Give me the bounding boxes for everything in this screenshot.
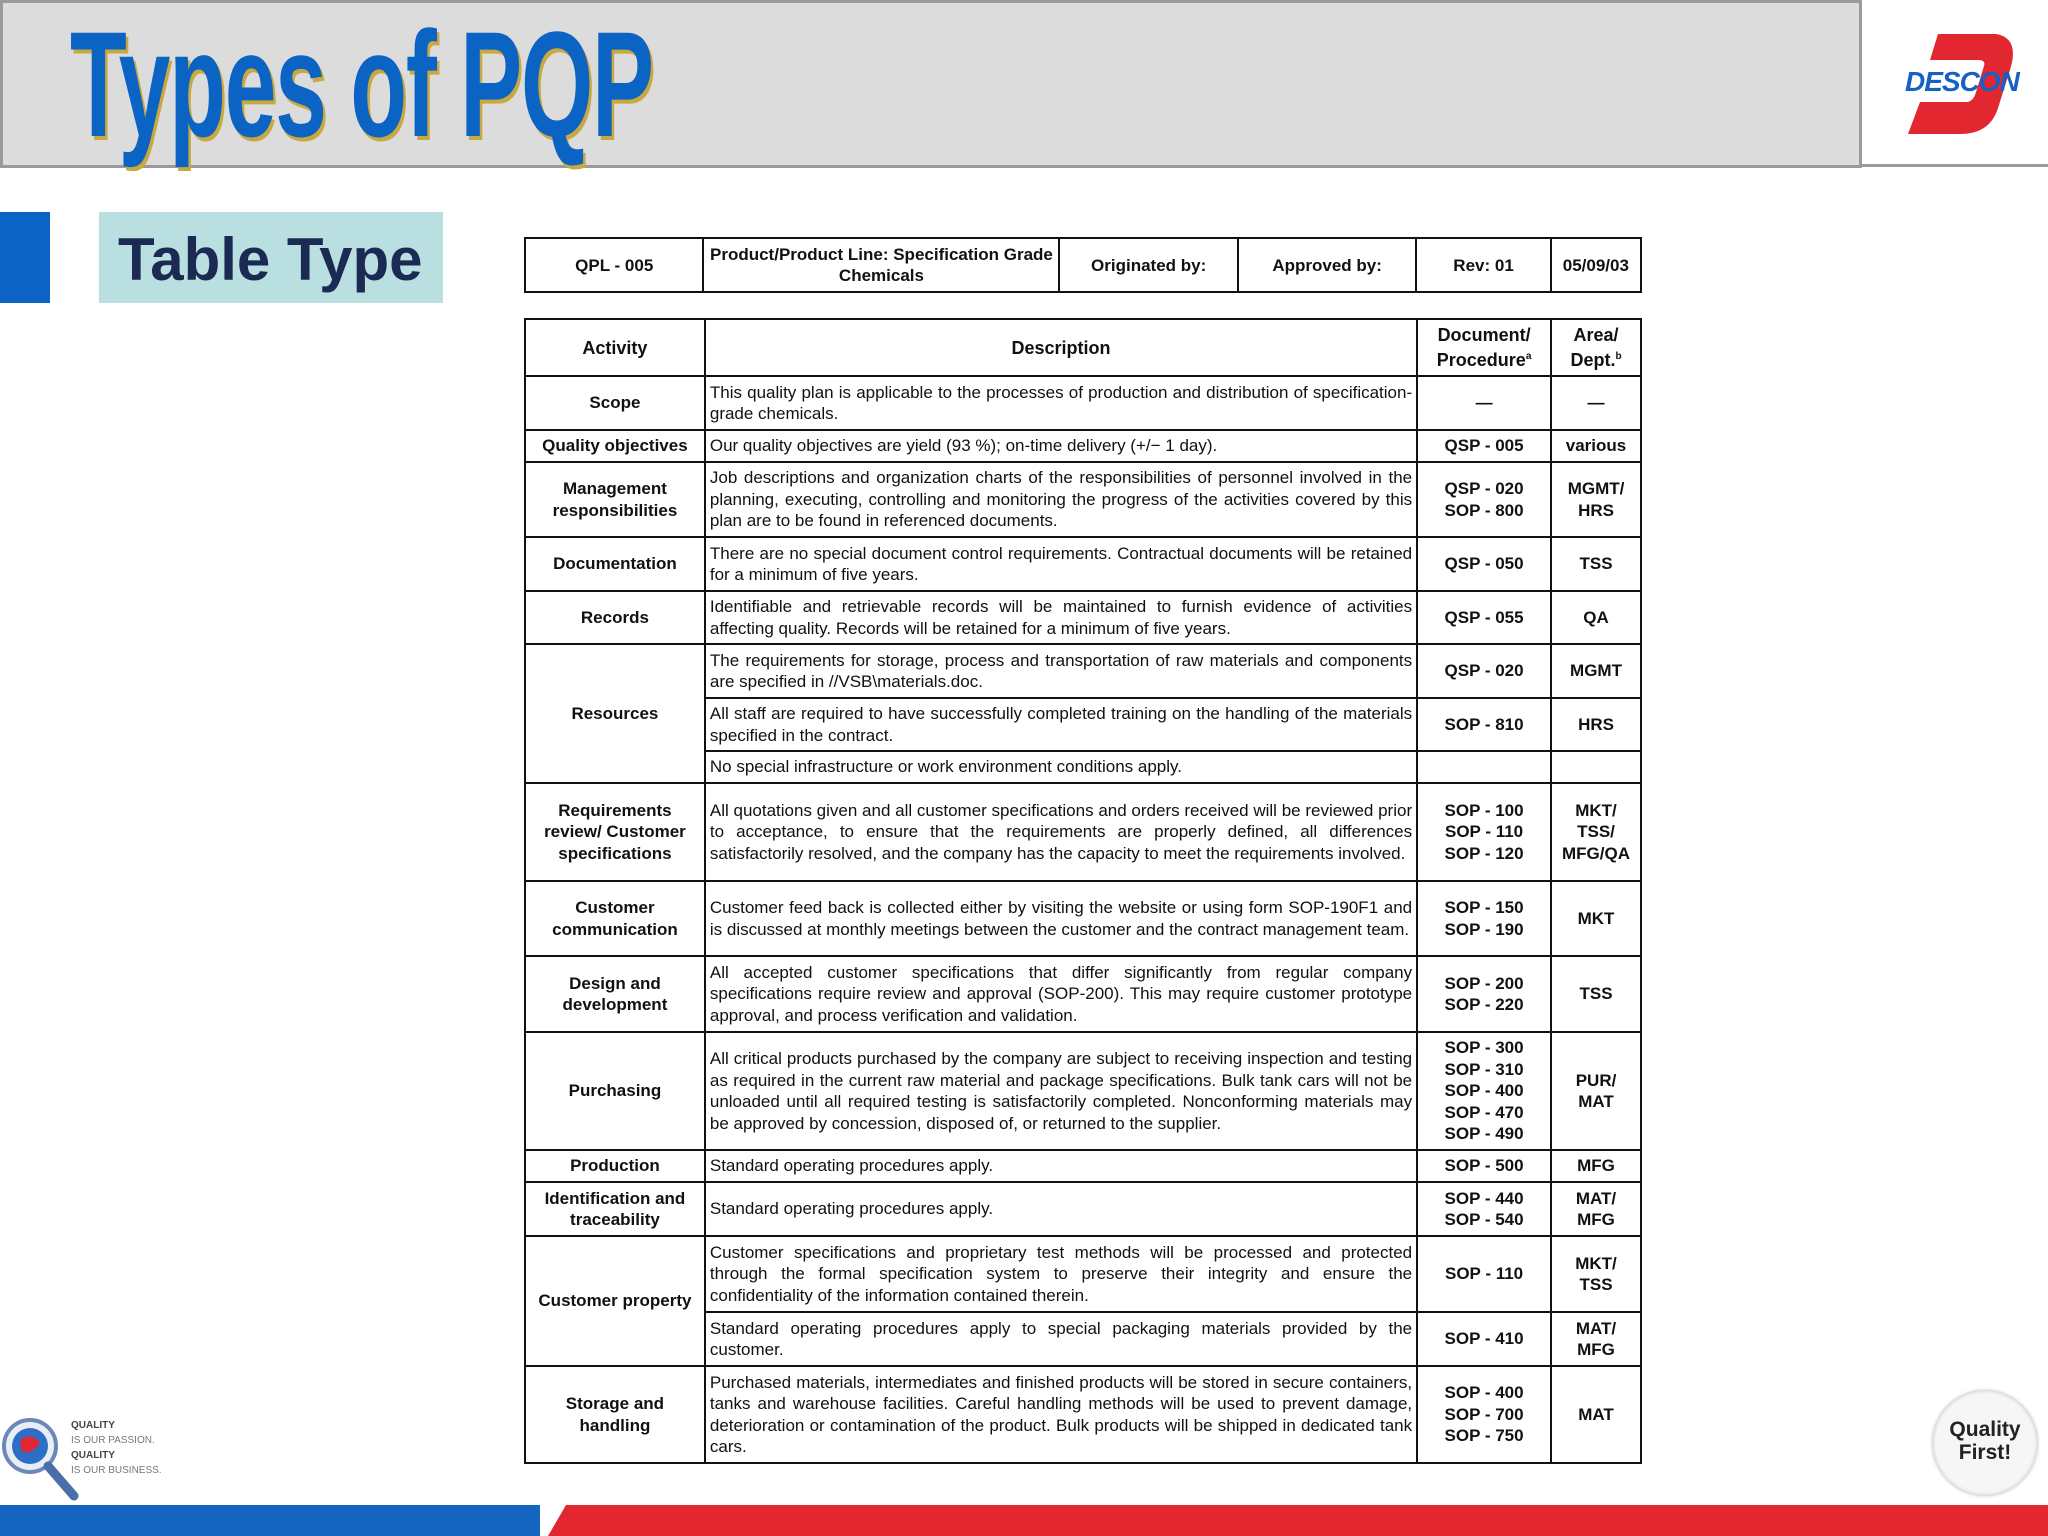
quality-slogan [71, 1418, 162, 1478]
document-cell: SOP - 400 SOP - 700 SOP - 750 [1417, 1366, 1551, 1463]
area-cell: MKT/ TSS [1551, 1236, 1641, 1312]
area-cell: HRS [1551, 698, 1641, 751]
slogan-line: IS OUR PASSION. [71, 1435, 155, 1446]
badge-line: First! [1958, 1441, 2012, 1464]
description-cell: Standard operating procedures apply. [705, 1150, 1417, 1182]
doc-date: 05/09/03 [1551, 238, 1641, 292]
document-cell: SOP - 200 SOP - 220 [1417, 956, 1551, 1032]
area-cell [1551, 751, 1641, 783]
descon-logo-text: DESCON [1905, 66, 2019, 97]
table-row [525, 644, 1641, 698]
table-row [525, 1366, 1641, 1463]
description-cell: The requirements for storage, process and transportation of raw materials and components are specified in //VSB\materials.doc. [705, 644, 1417, 698]
table-row [525, 881, 1641, 956]
slogan-line: QUALITY [71, 1420, 115, 1431]
header-document: Document/ Procedure$^a$ [1417, 319, 1551, 376]
table-row [525, 376, 1641, 430]
document-cell: SOP - 110 [1417, 1236, 1551, 1312]
activity-cell: Production [525, 1150, 705, 1182]
document-cell: SOP - 100 SOP - 110 SOP - 120 [1417, 783, 1551, 881]
description-cell: Standard operating procedures apply. [705, 1182, 1417, 1236]
doc-code: QPL - 005 [525, 238, 703, 292]
activity-cell: Storage and handling [525, 1366, 705, 1463]
description-cell: All critical products purchased by the company are subject to receiving inspection and testing as required in the current raw material and package specifications. Bulk tank cars will not be unloaded until all required testing is satisfactorily completed. Nonconforming materials may be approved by concession, disposed of, or returned to the supplier. [705, 1032, 1417, 1150]
activity-cell: Records [525, 591, 705, 644]
section-label: Table Type [118, 226, 423, 293]
area-cell: TSS [1551, 956, 1641, 1032]
table-row [525, 1182, 1641, 1236]
document-cell: QSP - 050 [1417, 537, 1551, 591]
area-cell: MKT [1551, 881, 1641, 956]
document-header-table [524, 237, 1642, 293]
slogan-line: IS OUR BUSINESS. [71, 1465, 162, 1476]
description-cell: Job descriptions and organization charts of the responsibilities of personnel involved in the planning, executing, controlling and monitoring the progress of the activities covered by this plan are to be found in referenced documents. [705, 462, 1417, 537]
area-cell: QA [1551, 591, 1641, 644]
quality-first-text [1932, 1418, 2038, 1464]
document-cell: QSP - 055 [1417, 591, 1551, 644]
description-cell: Our quality objectives are yield (93 %); on-time delivery (+/− 1 day). [705, 430, 1417, 462]
activity-cell: Identification and traceability [525, 1182, 705, 1236]
quality-plan-table [524, 318, 1642, 1464]
activity-cell: Documentation [525, 537, 705, 591]
document-cell: SOP - 500 [1417, 1150, 1551, 1182]
description-cell: Purchased materials, intermediates and finished products will be stored in secure containers, tanks and warehouse facilities. Careful handling methods will be used to prevent damage, deterioration or contamination of the product. Bulk products will be shipped in dedicated tank cars. [705, 1366, 1417, 1463]
area-cell: PUR/ MAT [1551, 1032, 1641, 1150]
doc-approved: Approved by: [1238, 238, 1416, 292]
slide-title: Types of PQP [70, 0, 653, 168]
table-row [525, 462, 1641, 537]
area-cell: MFG [1551, 1150, 1641, 1182]
area-cell: MAT/ MFG [1551, 1312, 1641, 1366]
magnifier-globe-icon [0, 1410, 80, 1502]
description-cell: All quotations given and all customer specifications and orders received will be reviewed prior to acceptance, to ensure that the requirements are properly defined, all differences satisfactorily resolved, and the company has the capacity to meet the requirements involved. [705, 783, 1417, 881]
doc-rev: Rev: 01 [1416, 238, 1550, 292]
description-cell: Customer specifications and proprietary test methods will be processed and protected through the formal specification system to preserve their integrity and ensure the confidentiality of the information contained therein. [705, 1236, 1417, 1312]
table-row [525, 430, 1641, 462]
document-cell: SOP - 150 SOP - 190 [1417, 881, 1551, 956]
area-cell: — [1551, 376, 1641, 430]
description-cell: Customer feed back is collected either by visiting the website or using form SOP-190F1 and is discussed at monthly meetings between the customer and the contract management team. [705, 881, 1417, 956]
footer-red-stripe [566, 1505, 2048, 1536]
description-cell: Identifiable and retrievable records will be maintained to furnish evidence of activities affecting quality. Records will be retained for a minimum of five years. [705, 591, 1417, 644]
description-cell: All staff are required to have successfully completed training on the handling of the materials specified in the contract. [705, 698, 1417, 751]
description-cell: No special infrastructure or work environment conditions apply. [705, 751, 1417, 783]
area-cell: MKT/ TSS/ MFG/QA [1551, 783, 1641, 881]
document-cell: SOP - 300 SOP - 310 SOP - 400 SOP - 470 SOP - 490 [1417, 1032, 1551, 1150]
area-cell: TSS [1551, 537, 1641, 591]
footer-blue-cut [520, 1505, 540, 1536]
activity-cell: Requirements review/ Customer specifications [525, 783, 705, 881]
activity-cell: Scope [525, 376, 705, 430]
slogan-line: QUALITY [71, 1450, 115, 1461]
area-cell: MGMT/ HRS [1551, 462, 1641, 537]
table-row [525, 1032, 1641, 1150]
table-row [525, 1236, 1641, 1312]
header-area: Area/ Dept.$^b$ [1551, 319, 1641, 376]
badge-line: Quality [1949, 1418, 2021, 1441]
area-cell: MAT [1551, 1366, 1641, 1463]
activity-cell: Resources [525, 644, 705, 783]
doc-originated: Originated by: [1059, 238, 1237, 292]
area-cell: various [1551, 430, 1641, 462]
header-activity: Activity [525, 319, 705, 376]
header-divider [1862, 164, 2048, 167]
document-cell: QSP - 020 SOP - 800 [1417, 462, 1551, 537]
activity-cell: Customer communication [525, 881, 705, 956]
document-cell: SOP - 810 [1417, 698, 1551, 751]
document-cell: SOP - 440 SOP - 540 [1417, 1182, 1551, 1236]
document-cell: — [1417, 376, 1551, 430]
description-cell: All accepted customer specifications that differ significantly from regular company specifications require review and approval (SOP-200). This may require customer prototype approval, and process verification and validation. [705, 956, 1417, 1032]
table-row [525, 537, 1641, 591]
description-cell: This quality plan is applicable to the processes of production and distribution of specification-grade chemicals. [705, 376, 1417, 430]
activity-cell: Quality objectives [525, 430, 705, 462]
footer-red-cut [548, 1505, 566, 1536]
table-row [525, 1150, 1641, 1182]
description-cell: Standard operating procedures apply to special packaging materials provided by the customer. [705, 1312, 1417, 1366]
footer-blue-stripe [0, 1505, 540, 1536]
document-cell: SOP - 410 [1417, 1312, 1551, 1366]
activity-cell: Purchasing [525, 1032, 705, 1150]
table-row [525, 783, 1641, 881]
section-accent-bar [0, 212, 50, 303]
document-cell: QSP - 005 [1417, 430, 1551, 462]
activity-cell: Customer property [525, 1236, 705, 1366]
area-cell: MAT/ MFG [1551, 1182, 1641, 1236]
header-description: Description [705, 319, 1417, 376]
document-cell [1417, 751, 1551, 783]
doc-product: Product/Product Line: Specification Grade Chemicals [703, 238, 1059, 292]
description-cell: There are no special document control requirements. Contractual documents will be retained for a minimum of five years. [705, 537, 1417, 591]
activity-cell: Management responsibilities [525, 462, 705, 537]
activity-cell: Design and development [525, 956, 705, 1032]
table-row [525, 591, 1641, 644]
area-cell: MGMT [1551, 644, 1641, 698]
document-cell: QSP - 020 [1417, 644, 1551, 698]
table-row [525, 956, 1641, 1032]
